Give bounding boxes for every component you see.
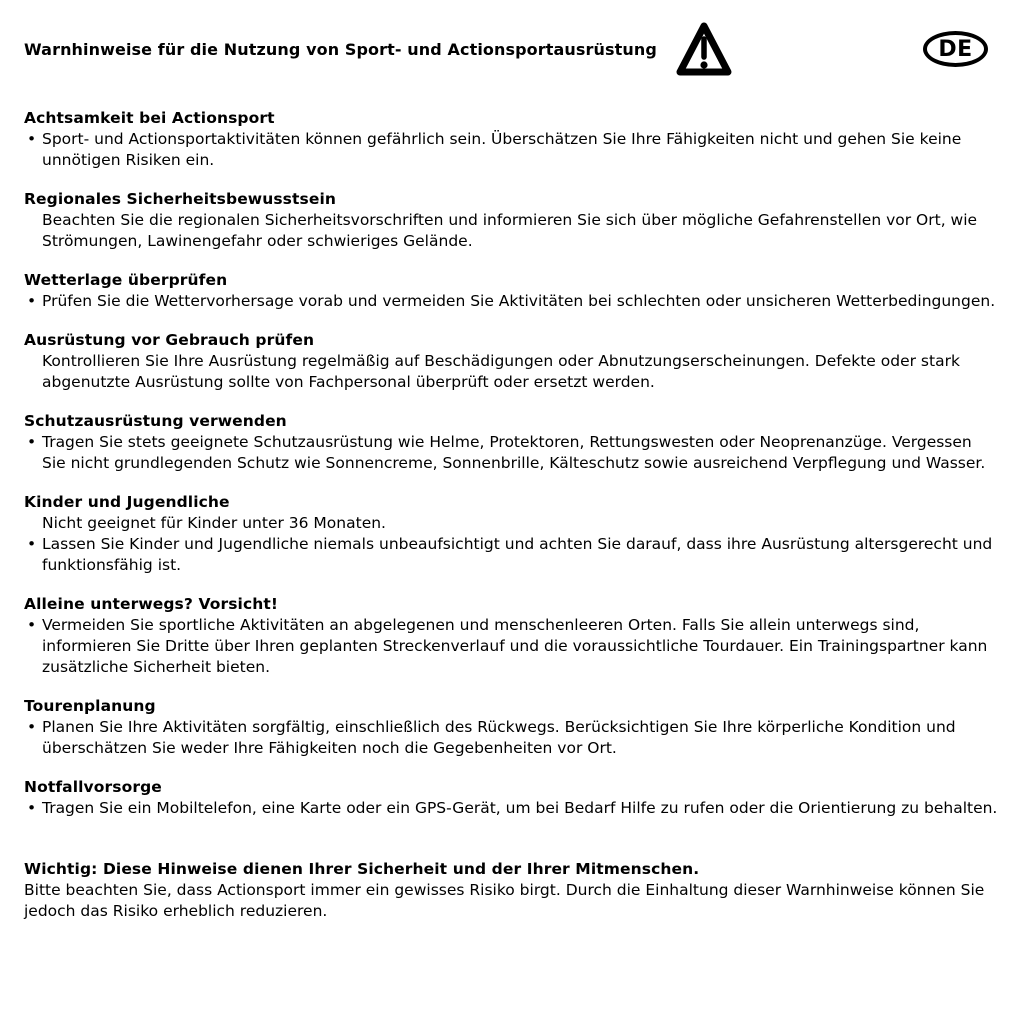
- list-item: [24, 534, 1000, 576]
- item-text: Nicht geeignet für Kinder unter 36 Monaten.: [42, 514, 386, 532]
- warning-section: [24, 270, 1000, 312]
- section-heading: Alleine unterwegs? Vorsicht!: [24, 595, 279, 613]
- section-items: [24, 513, 1000, 576]
- warning-section: [24, 696, 1000, 759]
- list-item: [24, 291, 1000, 312]
- warning-section: [24, 594, 1000, 678]
- section-heading: Wetterlage überprüfen: [24, 271, 228, 289]
- warning-section: [24, 492, 1000, 576]
- list-item: [24, 615, 1000, 678]
- warning-section: [24, 777, 1000, 819]
- footer-heading: Wichtig: Diese Hinweise dienen Ihrer Sicherheit und der Ihrer Mitmenschen.: [24, 860, 700, 878]
- section-items: [24, 798, 1000, 819]
- item-text: Kontrollieren Sie Ihre Ausrüstung regelmäßig auf Beschädigungen oder Abnutzungserscheinungen. Defekte oder stark abgenutzte Ausrüstung sollte von Fachpersonal überprüft oder ersetzt werden.: [42, 352, 960, 391]
- warning-section: [24, 411, 1000, 474]
- item-text: Lassen Sie Kinder und Jugendliche niemals unbeaufsichtigt und achten Sie darauf, dass ihre Ausrüstung altersgerecht und funktionsfähig ist.: [42, 535, 993, 574]
- footer-note: [24, 859, 1000, 922]
- document-header: [24, 14, 1000, 84]
- section-items: [24, 615, 1000, 678]
- list-item: [24, 513, 1000, 534]
- list-item: [24, 210, 1000, 252]
- item-text: Planen Sie Ihre Aktivitäten sorgfältig, einschließlich des Rückwegs. Berücksichtigen Sie Ihre körperliche Kondition und überschätzen Sie weder Ihre Fähigkeiten noch die Gegebenheiten vor Ort.: [42, 718, 956, 757]
- language-badge-de: DE: [923, 31, 988, 67]
- section-heading: Ausrüstung vor Gebrauch prüfen: [24, 331, 315, 349]
- item-text: Tragen Sie ein Mobiltelefon, eine Karte oder ein GPS-Gerät, um bei Bedarf Hilfe zu rufen oder die Orientierung zu behalten.: [42, 799, 998, 817]
- bullet-icon: •: [27, 616, 37, 634]
- list-item: [24, 129, 1000, 171]
- section-heading: Achtsamkeit bei Actionsport: [24, 109, 275, 127]
- section-items: [24, 717, 1000, 759]
- bullet-icon: •: [27, 799, 37, 817]
- bullet-icon: •: [27, 130, 37, 148]
- section-heading: Regionales Sicherheitsbewusstsein: [24, 190, 337, 208]
- list-item: [24, 351, 1000, 393]
- sections-container: [24, 108, 1000, 819]
- item-text: Sport- und Actionsportaktivitäten können gefährlich sein. Überschätzen Sie Ihre Fähigkeiten nicht und gehen Sie keine unnötigen Risiken ein.: [42, 130, 962, 169]
- item-text: Vermeiden Sie sportliche Aktivitäten an abgelegenen und menschenleeren Orten. Falls Sie allein unterwegs sind, informieren Sie Dritte über Ihren geplanten Streckenverlauf und die voraussichtliche Tourdauer. Ein Trainingspartner kann zusätzliche Sicherheit bieten.: [42, 616, 988, 676]
- section-items: [24, 291, 1000, 312]
- item-text: Tragen Sie stets geeignete Schutzausrüstung wie Helme, Protektoren, Rettungswesten oder Neoprenanzüge. Vergessen Sie nicht grundlegenden Schutz wie Sonnencreme, Sonnenbrille, Kälteschutz sowie ausreichend Verpflegung und Wasser.: [42, 433, 986, 472]
- warning-section: [24, 330, 1000, 393]
- bullet-icon: •: [27, 433, 37, 451]
- bullet-icon: •: [27, 718, 37, 736]
- section-heading: Tourenplanung: [24, 697, 156, 715]
- section-heading: Schutzausrüstung verwenden: [24, 412, 287, 430]
- section-items: [24, 351, 1000, 393]
- section-items: [24, 129, 1000, 171]
- footer-text: Bitte beachten Sie, dass Actionsport immer ein gewisses Risiko birgt. Durch die Einhaltung dieser Warnhinweise können Sie jedoch das Risiko erheblich reduzieren.: [24, 881, 985, 920]
- section-items: [24, 432, 1000, 474]
- list-item: [24, 432, 1000, 474]
- item-text: Prüfen Sie die Wettervorhersage vorab und vermeiden Sie Aktivitäten bei schlechten oder unsicheren Wetterbedingungen.: [42, 292, 996, 310]
- warning-section: [24, 108, 1000, 171]
- list-item: [24, 798, 1000, 819]
- section-heading: Notfallvorsorge: [24, 778, 162, 796]
- warning-section: [24, 189, 1000, 252]
- bullet-icon: •: [27, 292, 37, 310]
- bullet-icon: •: [27, 535, 37, 553]
- list-item: [24, 717, 1000, 759]
- section-heading: Kinder und Jugendliche: [24, 493, 230, 511]
- section-items: [24, 210, 1000, 252]
- page-title: Warnhinweise für die Nutzung von Sport- und Actionsportausrüstung: [24, 39, 657, 59]
- item-text: Beachten Sie die regionalen Sicherheitsvorschriften und informieren Sie sich über mögliche Gefahrenstellen vor Ort, wie Strömungen, Lawinengefahr oder schwieriges Gelände.: [42, 211, 978, 250]
- warning-triangle-icon: [675, 19, 733, 83]
